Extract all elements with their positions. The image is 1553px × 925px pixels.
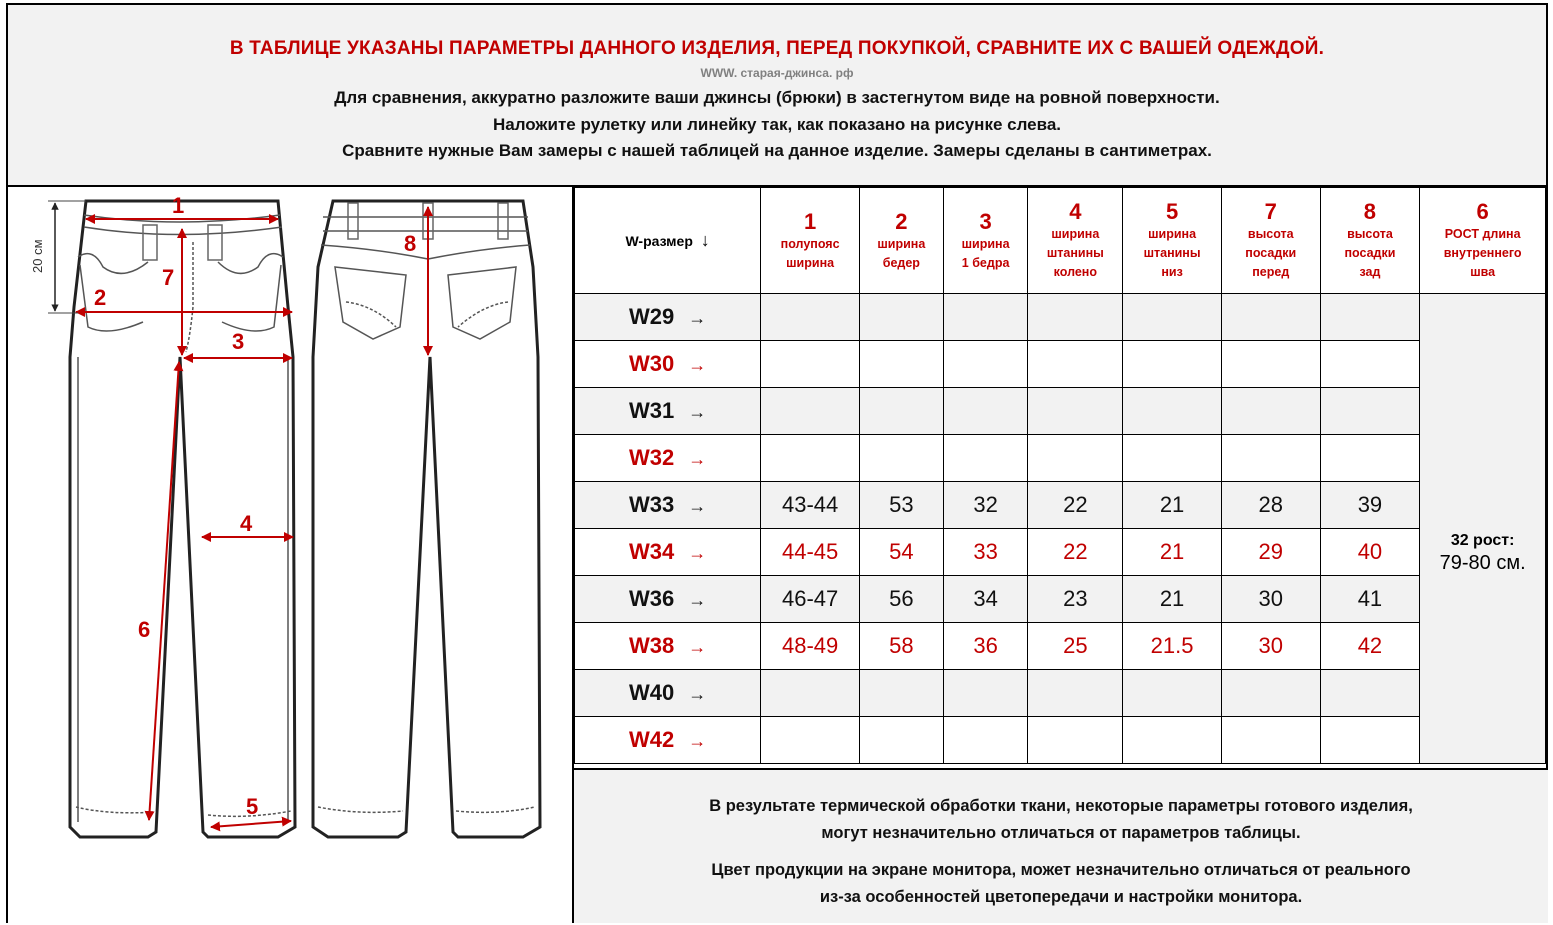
measurement-cell	[859, 388, 943, 435]
measurement-cell: 48-49	[761, 623, 860, 670]
table-header-row	[575, 188, 1546, 294]
measurement-cell: 43-44	[761, 482, 860, 529]
column-header-hips: 2 ширина бедер	[859, 188, 943, 294]
measurement-cell	[1221, 388, 1320, 435]
column-header-back-rise: 8 высота посадки зад	[1320, 188, 1420, 294]
measurement-cell	[1320, 717, 1420, 764]
table-row	[575, 670, 1546, 717]
size-value: W29	[629, 304, 675, 329]
measurement-cell	[1221, 341, 1320, 388]
size-label	[575, 482, 761, 529]
instruction-line-3: Сравните нужные Вам замеры с нашей таблицей на данное изделие. Замеры сделаны в сантиметрах.	[342, 141, 1212, 160]
measurement-cell	[1320, 388, 1420, 435]
measurement-cell	[859, 717, 943, 764]
column-header-thigh: 3 ширина 1 бедра	[943, 188, 1028, 294]
right-arrow-icon: →	[688, 637, 707, 657]
measurement-cell: 44-45	[761, 529, 860, 576]
measurement-cell: 40	[1320, 529, 1420, 576]
measurement-cell	[1028, 435, 1123, 482]
back-jeans-outline	[313, 201, 540, 837]
size-value: W42	[629, 727, 675, 752]
measurement-cell	[943, 670, 1028, 717]
measurement-cell	[1221, 294, 1320, 341]
size-value: W33	[629, 492, 675, 517]
column-header-hem: 5 ширина штанины низ	[1123, 188, 1222, 294]
scale-label: 20 см	[30, 239, 45, 273]
table-row	[575, 294, 1546, 341]
header-panel	[8, 5, 1546, 187]
measurement-cell	[761, 435, 860, 482]
measurement-cell: 54	[859, 529, 943, 576]
size-value: W31	[629, 398, 675, 423]
marker-6: 6	[138, 617, 151, 642]
measurement-cell: 56	[859, 576, 943, 623]
measurement-cell: 30	[1221, 623, 1320, 670]
footer-note-1: В результате термической обработки ткани, некоторые параметры готового изделия,	[709, 797, 1413, 815]
footer-note-2: могут незначительно отличаться от параметров таблицы.	[821, 824, 1301, 842]
measurement-cell	[943, 294, 1028, 341]
jeans-illustration	[8, 187, 574, 923]
table-row	[575, 717, 1546, 764]
measurement-cell	[1028, 388, 1123, 435]
measurement-cell	[1123, 341, 1222, 388]
measurement-cell: 34	[943, 576, 1028, 623]
measurement-cell	[859, 294, 943, 341]
measurement-cell: 30	[1221, 576, 1320, 623]
table-row	[575, 341, 1546, 388]
measurement-cell: 22	[1028, 529, 1123, 576]
size-value: W36	[629, 586, 675, 611]
measurement-cell: 21	[1123, 529, 1222, 576]
right-arrow-icon: →	[688, 402, 707, 422]
measurement-cell	[1123, 717, 1222, 764]
size-value: W38	[629, 633, 675, 658]
jeans-diagram	[8, 187, 574, 923]
measurement-cell	[1320, 294, 1420, 341]
right-arrow-icon: →	[688, 308, 707, 328]
footer-note-4: из-за особенностей цветопередачи и настройки монитора.	[819, 888, 1303, 906]
table-row	[575, 435, 1546, 482]
size-column-header: W-размер ↓	[575, 188, 761, 294]
measurement-cell	[761, 294, 860, 341]
measurement-cell: 33	[943, 529, 1028, 576]
footer-notes	[574, 768, 1548, 923]
footer-note-3: Цвет продукции на экране монитора, может незначительно отличаться от реального	[711, 861, 1411, 879]
marker-1: 1	[172, 193, 185, 218]
measurement-cell	[1221, 435, 1320, 482]
measurement-cell: 53	[859, 482, 943, 529]
column-header-waist: 1 полупояс ширина	[761, 188, 860, 294]
height-value: 79-80 см.	[1439, 552, 1526, 574]
measurement-cell	[761, 670, 860, 717]
table-row	[575, 576, 1546, 623]
table-row	[575, 529, 1546, 576]
size-value: W32	[629, 445, 675, 470]
measurement-cell: 21	[1123, 576, 1222, 623]
measurement-cell	[1028, 670, 1123, 717]
measurement-cell	[943, 341, 1028, 388]
measurement-cell: 41	[1320, 576, 1420, 623]
measurement-cell: 25	[1028, 623, 1123, 670]
measurement-cell: 36	[943, 623, 1028, 670]
height-label: 32 рост:	[1450, 532, 1515, 549]
measurement-cell: 29	[1221, 529, 1320, 576]
marker-2: 2	[94, 285, 107, 310]
size-value: W40	[629, 680, 675, 705]
right-arrow-icon: →	[688, 590, 707, 610]
measurement-cell: 21	[1123, 482, 1222, 529]
size-label	[575, 717, 761, 764]
measurement-cell	[1320, 341, 1420, 388]
column-header-front-rise: 7 высота посадки перед	[1221, 188, 1320, 294]
measurement-cell	[1123, 435, 1222, 482]
measurement-cell	[761, 717, 860, 764]
table-row	[575, 623, 1546, 670]
size-value: W30	[629, 351, 675, 376]
right-arrow-icon: →	[688, 731, 707, 751]
height-cell	[1420, 294, 1546, 764]
measurement-cell: 32	[943, 482, 1028, 529]
measurement-cell	[1320, 670, 1420, 717]
right-arrow-icon: →	[688, 449, 707, 469]
instruction-line-1: Для сравнения, аккуратно разложите ваши джинсы (брюки) в застегнутом виде на ровной поверхности.	[334, 88, 1220, 107]
measurement-cell	[943, 717, 1028, 764]
measurement-cell	[943, 388, 1028, 435]
size-table	[574, 187, 1546, 764]
measurement-cell	[859, 435, 943, 482]
measurement-cell	[1028, 294, 1123, 341]
measurement-cell: 21.5	[1123, 623, 1222, 670]
marker-5: 5	[246, 794, 259, 819]
measurement-cell: 42	[1320, 623, 1420, 670]
measurement-cell: 39	[1320, 482, 1420, 529]
measurement-cell: 23	[1028, 576, 1123, 623]
size-label	[575, 435, 761, 482]
measurement-cell	[1221, 717, 1320, 764]
size-rows	[575, 294, 1546, 764]
column-header-inseam: 6 РОСТ длина внутреннего шва	[1420, 188, 1546, 294]
size-value: W34	[629, 539, 675, 564]
size-label	[575, 529, 761, 576]
size-label	[575, 576, 761, 623]
right-arrow-icon: →	[688, 496, 707, 516]
measurement-cell	[1123, 670, 1222, 717]
table-row	[575, 388, 1546, 435]
measurement-cell: 58	[859, 623, 943, 670]
measurement-cell	[1123, 388, 1222, 435]
size-label	[575, 294, 761, 341]
measurement-cell	[761, 388, 860, 435]
measurement-cell: 46-47	[761, 576, 860, 623]
size-label	[575, 623, 761, 670]
measurement-cell	[859, 670, 943, 717]
size-label	[575, 388, 761, 435]
measurement-cell	[859, 341, 943, 388]
right-arrow-icon: →	[688, 684, 707, 704]
measurement-cell	[1320, 435, 1420, 482]
marker-4: 4	[240, 511, 253, 536]
site-address: WWW. старая-джинса. рф	[700, 66, 854, 80]
size-label	[575, 341, 761, 388]
marker-7: 7	[162, 265, 175, 290]
measurement-cell	[1221, 670, 1320, 717]
right-arrow-icon: →	[688, 543, 707, 563]
header-title: В ТАБЛИЦЕ УКАЗАНЫ ПАРАМЕТРЫ ДАННОГО ИЗДЕЛИЯ, ПЕРЕД ПОКУПКОЙ, СРАВНИТЕ ИХ С ВАШЕЙ ОДЕЖДОЙ.	[229, 38, 1325, 59]
instruction-line-2: Наложите рулетку или линейку так, как показано на рисунке слева.	[492, 115, 1062, 134]
size-label	[575, 670, 761, 717]
measurement-cell	[943, 435, 1028, 482]
measurement-cell	[1028, 717, 1123, 764]
table-row	[575, 482, 1546, 529]
right-arrow-icon: →	[688, 355, 707, 375]
column-header-knee: 4 ширина штанины колено	[1028, 188, 1123, 294]
marker-8: 8	[404, 231, 417, 256]
measurement-cell	[761, 341, 860, 388]
size-chart-page	[6, 3, 1548, 923]
measurement-cell	[1123, 294, 1222, 341]
marker-3: 3	[232, 329, 245, 354]
measurement-cell: 28	[1221, 482, 1320, 529]
measurement-cell	[1028, 341, 1123, 388]
measurement-cell: 22	[1028, 482, 1123, 529]
down-arrow-icon: ↓	[700, 230, 710, 250]
